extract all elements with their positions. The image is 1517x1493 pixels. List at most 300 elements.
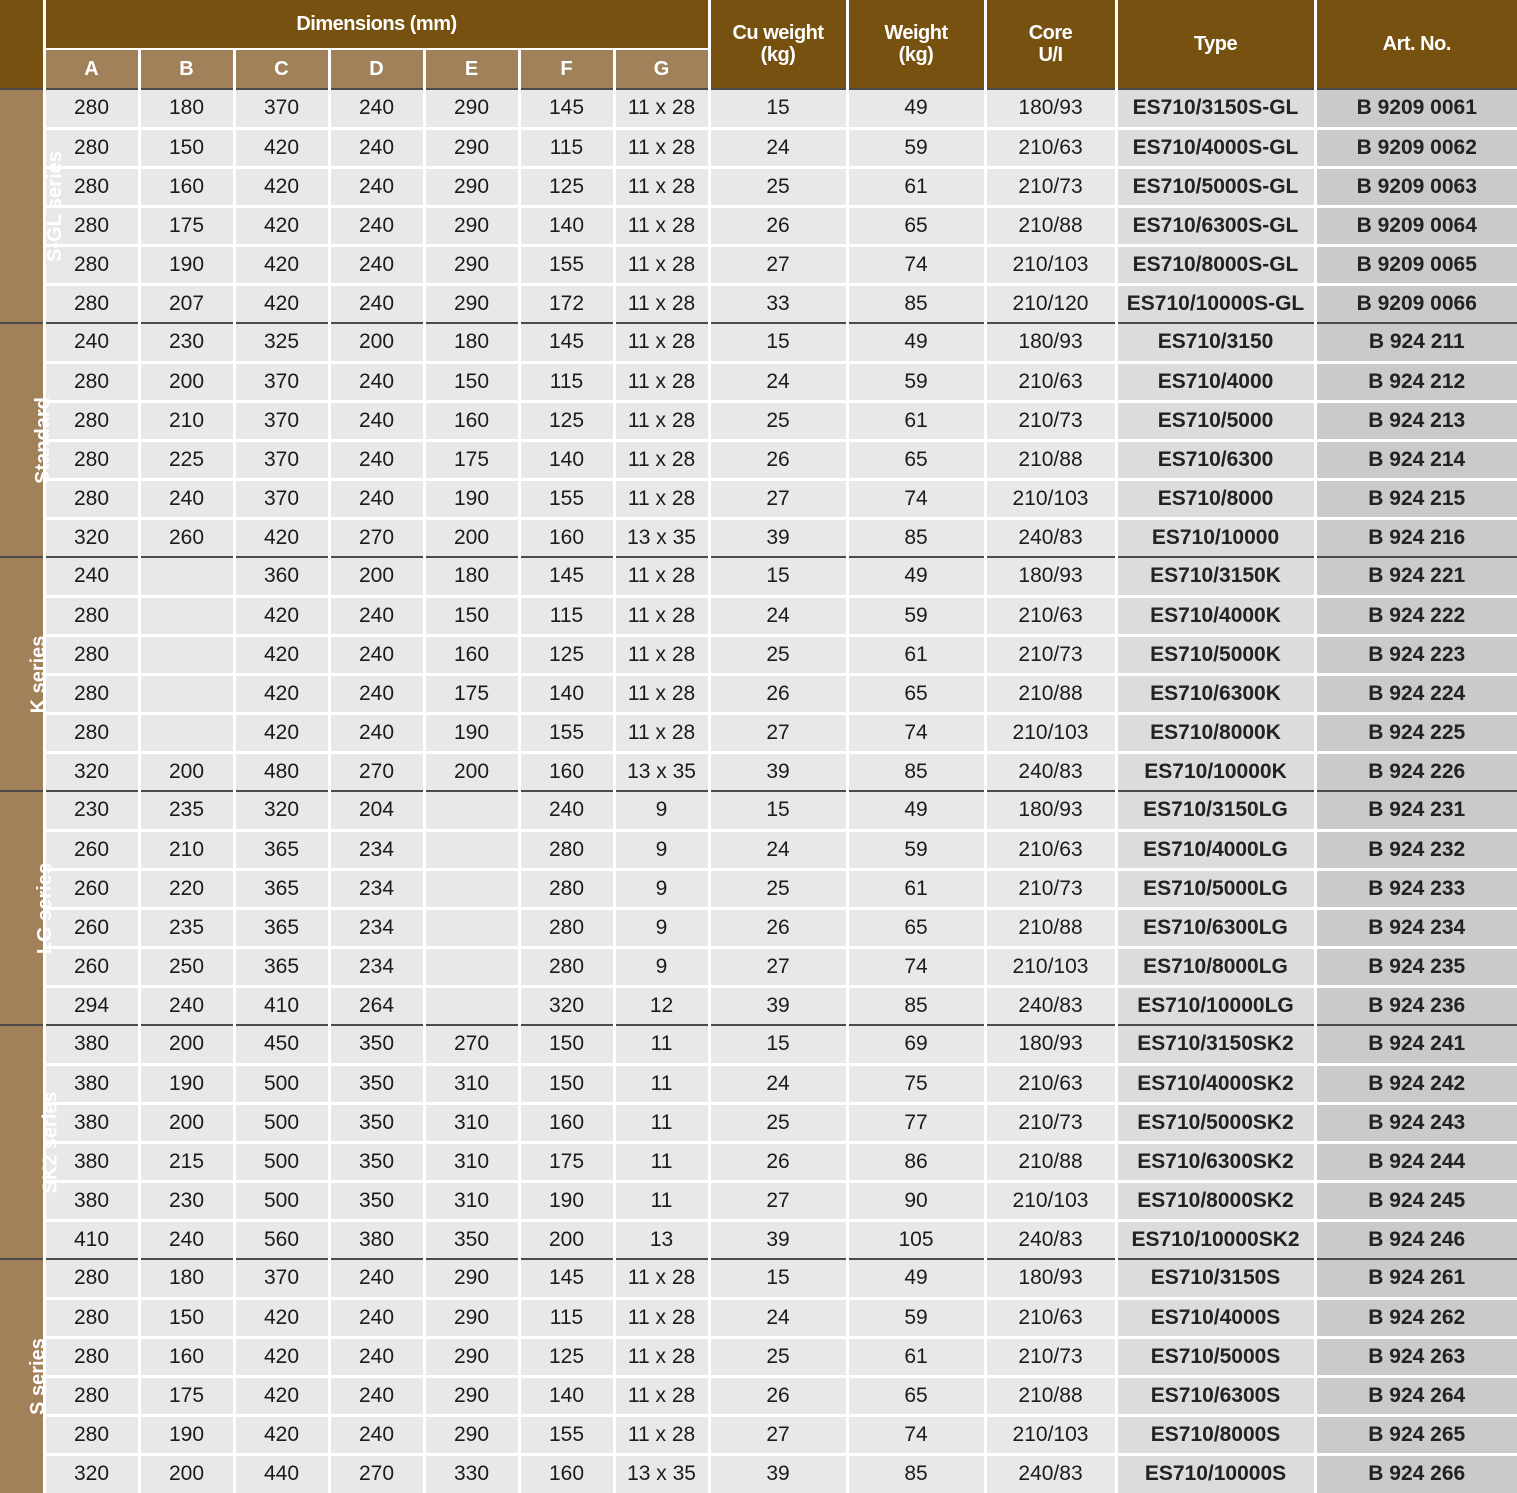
core-cell: 210/88 (985, 206, 1116, 245)
art-no-cell: B 924 222 (1315, 596, 1517, 635)
dim-a-cell: 240 (44, 323, 139, 362)
table-row (0, 1025, 1517, 1064)
dim-a-cell: 280 (44, 245, 139, 284)
dim-d-cell: 240 (329, 401, 424, 440)
cu-weight-cell: 27 (709, 1415, 847, 1454)
type-header: Type (1116, 0, 1315, 89)
core-cell: 210/103 (985, 1181, 1116, 1220)
dim-d-cell: 240 (329, 128, 424, 167)
table-row (0, 1103, 1517, 1142)
type-cell: ES710/4000S-GL (1116, 128, 1315, 167)
dim-b-cell: 150 (139, 1298, 234, 1337)
cu-weight-cell: 26 (709, 1376, 847, 1415)
dim-b-cell: 240 (139, 1220, 234, 1259)
dim-c-cell: 500 (234, 1181, 329, 1220)
series-group-label (0, 791, 57, 1025)
dim-e-cell: 200 (424, 518, 519, 557)
dim-e-cell: 290 (424, 284, 519, 323)
dim-a-cell: 260 (44, 830, 139, 869)
dim-c-cell: 370 (234, 362, 329, 401)
dim-a-cell: 280 (44, 596, 139, 635)
core-cell: 210/73 (985, 1103, 1116, 1142)
cu-weight-cell: 39 (709, 752, 847, 791)
type-cell: ES710/4000 (1116, 362, 1315, 401)
dim-g-cell: 11 (614, 1103, 709, 1142)
art-no-cell: B 924 214 (1315, 440, 1517, 479)
dim-a-cell: 230 (44, 791, 139, 830)
table-row (0, 986, 1517, 1025)
dim-a-cell: 260 (44, 869, 139, 908)
type-cell: ES710/4000SK2 (1116, 1064, 1315, 1103)
series-label-text: S series (26, 1338, 49, 1415)
cu-weight-cell: 25 (709, 401, 847, 440)
dim-c-cell: 370 (234, 440, 329, 479)
series-group-label (0, 557, 50, 791)
dim-g-cell: 11 x 28 (614, 1337, 709, 1376)
dim-e-cell: 175 (424, 674, 519, 713)
dim-b-cell: 160 (139, 1337, 234, 1376)
art-no-cell: B 924 216 (1315, 518, 1517, 557)
dim-col-b-header: B (139, 49, 234, 89)
dim-a-cell: 380 (44, 1103, 139, 1142)
weight-cell: 59 (847, 128, 985, 167)
dim-c-cell: 500 (234, 1064, 329, 1103)
dim-f-cell: 160 (519, 518, 614, 557)
series-group-label (0, 1025, 62, 1259)
core-cell: 210/73 (985, 1337, 1116, 1376)
weight-cell: 85 (847, 284, 985, 323)
cu-weight-cell: 15 (709, 1025, 847, 1064)
table-row (0, 89, 1517, 128)
dim-f-cell: 175 (519, 1142, 614, 1181)
dim-g-cell: 11 x 28 (614, 284, 709, 323)
dim-f-cell: 115 (519, 596, 614, 635)
table-row (0, 674, 1517, 713)
art-no-cell: B 924 244 (1315, 1142, 1517, 1181)
cu-weight-cell: 26 (709, 440, 847, 479)
type-cell: ES710/6300 (1116, 440, 1315, 479)
art-no-cell: B 9209 0066 (1315, 284, 1517, 323)
dim-g-cell: 9 (614, 908, 709, 947)
dim-d-cell: 204 (329, 791, 424, 830)
weight-cell: 65 (847, 1376, 985, 1415)
art-no-cell: B 924 242 (1315, 1064, 1517, 1103)
dim-e-cell: 290 (424, 206, 519, 245)
dim-c-cell: 365 (234, 908, 329, 947)
cu-weight-cell: 15 (709, 557, 847, 596)
art-no-cell: B 924 213 (1315, 401, 1517, 440)
weight-cell: 69 (847, 1025, 985, 1064)
dim-d-cell: 240 (329, 362, 424, 401)
dim-a-cell: 280 (44, 401, 139, 440)
dim-b-cell: 210 (139, 401, 234, 440)
table-row (0, 869, 1517, 908)
series-label-text: S-GL series (43, 150, 66, 262)
art-no-cell: B 9209 0065 (1315, 245, 1517, 284)
dim-b-cell: 180 (139, 1259, 234, 1298)
cu-weight-cell: 15 (709, 1259, 847, 1298)
series-label-text: K series (27, 635, 50, 713)
dim-a-cell: 240 (44, 557, 139, 596)
dim-b-cell (139, 635, 234, 674)
dim-c-cell: 410 (234, 986, 329, 1025)
dim-a-cell: 380 (44, 1064, 139, 1103)
dim-b-cell (139, 557, 234, 596)
dim-g-cell: 11 x 28 (614, 167, 709, 206)
type-cell: ES710/3150SK2 (1116, 1025, 1315, 1064)
dim-f-cell: 125 (519, 167, 614, 206)
series-label-text: Standard (31, 396, 54, 484)
core-cell: 210/103 (985, 1415, 1116, 1454)
cu-weight-cell: 27 (709, 245, 847, 284)
weight-cell: 74 (847, 1415, 985, 1454)
weight-header: Weight (kg) (847, 0, 985, 89)
dim-a-cell: 280 (44, 635, 139, 674)
dim-f-cell: 145 (519, 89, 614, 128)
type-cell: ES710/6300LG (1116, 908, 1315, 947)
dim-f-cell: 160 (519, 1454, 614, 1493)
art-no-cell: B 924 235 (1315, 947, 1517, 986)
table-row (0, 635, 1517, 674)
dim-a-cell: 280 (44, 713, 139, 752)
weight-cell: 74 (847, 713, 985, 752)
weight-cell: 65 (847, 206, 985, 245)
dim-b-cell: 230 (139, 323, 234, 362)
type-cell: ES710/6300SK2 (1116, 1142, 1315, 1181)
dim-f-cell: 240 (519, 791, 614, 830)
weight-cell: 85 (847, 986, 985, 1025)
dim-f-cell: 140 (519, 674, 614, 713)
dim-b-cell: 207 (139, 284, 234, 323)
dim-g-cell: 11 x 28 (614, 1415, 709, 1454)
dim-g-cell: 13 x 35 (614, 1454, 709, 1493)
dim-a-cell: 380 (44, 1025, 139, 1064)
dim-g-cell: 11 (614, 1025, 709, 1064)
dim-e-cell: 160 (424, 635, 519, 674)
dim-c-cell: 420 (234, 635, 329, 674)
dim-a-cell: 280 (44, 206, 139, 245)
type-cell: ES710/5000S-GL (1116, 167, 1315, 206)
weight-cell: 49 (847, 323, 985, 362)
table-row (0, 1454, 1517, 1493)
art-no-cell: B 924 234 (1315, 908, 1517, 947)
art-no-cell: B 924 223 (1315, 635, 1517, 674)
art-no-cell: B 924 265 (1315, 1415, 1517, 1454)
type-cell: ES710/10000 (1116, 518, 1315, 557)
dim-e-cell: 270 (424, 1025, 519, 1064)
dim-f-cell: 155 (519, 245, 614, 284)
core-cell: 180/93 (985, 791, 1116, 830)
dim-c-cell: 480 (234, 752, 329, 791)
dim-f-cell: 145 (519, 557, 614, 596)
dim-e-cell: 310 (424, 1181, 519, 1220)
cu-weight-cell: 27 (709, 479, 847, 518)
dim-b-cell: 230 (139, 1181, 234, 1220)
core-cell: 210/88 (985, 908, 1116, 947)
dim-a-cell: 280 (44, 1337, 139, 1376)
dim-g-cell: 11 x 28 (614, 206, 709, 245)
dim-c-cell: 360 (234, 557, 329, 596)
type-cell: ES710/3150S (1116, 1259, 1315, 1298)
cu-weight-cell: 25 (709, 1103, 847, 1142)
table-row (0, 713, 1517, 752)
dim-c-cell: 370 (234, 1259, 329, 1298)
table-row (0, 1415, 1517, 1454)
dim-g-cell: 11 x 28 (614, 596, 709, 635)
dim-col-g-header: G (614, 49, 709, 89)
art-no-cell: B 924 224 (1315, 674, 1517, 713)
dim-b-cell: 250 (139, 947, 234, 986)
dim-a-cell: 280 (44, 89, 139, 128)
core-cell: 210/63 (985, 596, 1116, 635)
dim-d-cell: 240 (329, 713, 424, 752)
dim-g-cell: 11 x 28 (614, 245, 709, 284)
weight-cell: 61 (847, 401, 985, 440)
dim-e-cell: 180 (424, 323, 519, 362)
core-cell: 210/103 (985, 947, 1116, 986)
core-cell: 210/63 (985, 830, 1116, 869)
type-cell: ES710/4000K (1116, 596, 1315, 635)
type-cell: ES710/4000S (1116, 1298, 1315, 1337)
type-cell: ES710/6300S (1116, 1376, 1315, 1415)
type-cell: ES710/8000K (1116, 713, 1315, 752)
dim-c-cell: 420 (234, 596, 329, 635)
weight-cell: 49 (847, 557, 985, 596)
dim-a-cell: 280 (44, 479, 139, 518)
dim-g-cell: 9 (614, 830, 709, 869)
dim-g-cell: 11 x 28 (614, 401, 709, 440)
dim-g-cell: 11 x 28 (614, 1376, 709, 1415)
dim-b-cell: 190 (139, 1064, 234, 1103)
dimensions-header: Dimensions (mm) (44, 0, 709, 49)
core-cell: 210/88 (985, 674, 1116, 713)
dim-g-cell: 11 x 28 (614, 635, 709, 674)
dim-d-cell: 240 (329, 167, 424, 206)
table-row (0, 1142, 1517, 1181)
dim-c-cell: 370 (234, 89, 329, 128)
dim-a-cell: 280 (44, 440, 139, 479)
dim-a-cell: 280 (44, 128, 139, 167)
dim-a-cell: 320 (44, 752, 139, 791)
art-no-cell: B 924 231 (1315, 791, 1517, 830)
dim-d-cell: 200 (329, 557, 424, 596)
series-group-label (0, 1259, 49, 1493)
dim-g-cell: 11 (614, 1181, 709, 1220)
dim-b-cell: 200 (139, 1103, 234, 1142)
dim-b-cell: 215 (139, 1142, 234, 1181)
dim-g-cell: 9 (614, 947, 709, 986)
core-cell: 180/93 (985, 557, 1116, 596)
type-cell: ES710/4000LG (1116, 830, 1315, 869)
dim-d-cell: 240 (329, 479, 424, 518)
dim-b-cell: 260 (139, 518, 234, 557)
core-cell: 210/103 (985, 713, 1116, 752)
art-no-cell: B 924 236 (1315, 986, 1517, 1025)
dim-f-cell: 140 (519, 1376, 614, 1415)
dim-a-cell: 280 (44, 1415, 139, 1454)
dim-b-cell: 240 (139, 986, 234, 1025)
type-cell: ES710/10000LG (1116, 986, 1315, 1025)
weight-cell: 61 (847, 167, 985, 206)
dim-e-cell: 310 (424, 1103, 519, 1142)
dim-e-cell: 310 (424, 1064, 519, 1103)
art-no-cell: B 9209 0061 (1315, 89, 1517, 128)
cu-weight-cell: 24 (709, 596, 847, 635)
dim-e-cell: 175 (424, 440, 519, 479)
dim-d-cell: 270 (329, 752, 424, 791)
dim-e-cell: 290 (424, 1337, 519, 1376)
dim-b-cell: 225 (139, 440, 234, 479)
cu-weight-cell: 39 (709, 1220, 847, 1259)
dim-e-cell: 160 (424, 401, 519, 440)
dim-d-cell: 240 (329, 440, 424, 479)
dim-c-cell: 420 (234, 245, 329, 284)
dim-e-cell: 290 (424, 1415, 519, 1454)
art-no-cell: B 924 221 (1315, 557, 1517, 596)
dim-d-cell: 240 (329, 1376, 424, 1415)
table-row (0, 362, 1517, 401)
dim-a-cell: 280 (44, 1298, 139, 1337)
dim-a-cell: 294 (44, 986, 139, 1025)
dim-e-cell: 290 (424, 1298, 519, 1337)
weight-cell: 65 (847, 908, 985, 947)
cu-weight-cell: 25 (709, 635, 847, 674)
dim-e-cell: 330 (424, 1454, 519, 1493)
dim-c-cell: 440 (234, 1454, 329, 1493)
art-no-cell: B 9209 0064 (1315, 206, 1517, 245)
dim-b-cell: 235 (139, 791, 234, 830)
series-group-label (0, 89, 66, 323)
dim-b-cell: 200 (139, 362, 234, 401)
weight-cell: 61 (847, 869, 985, 908)
dim-f-cell: 155 (519, 1415, 614, 1454)
dim-a-cell: 380 (44, 1181, 139, 1220)
dim-c-cell: 500 (234, 1142, 329, 1181)
dim-g-cell: 13 x 35 (614, 518, 709, 557)
dim-c-cell: 370 (234, 401, 329, 440)
dim-g-cell: 11 x 28 (614, 674, 709, 713)
dim-d-cell: 350 (329, 1103, 424, 1142)
core-cell: 240/83 (985, 1220, 1116, 1259)
weight-cell: 65 (847, 440, 985, 479)
dim-g-cell: 11 x 28 (614, 128, 709, 167)
table-row (0, 167, 1517, 206)
table-row (0, 1064, 1517, 1103)
dim-f-cell: 115 (519, 1298, 614, 1337)
dim-d-cell: 270 (329, 1454, 424, 1493)
dim-g-cell: 11 x 28 (614, 1259, 709, 1298)
dim-g-cell: 11 x 28 (614, 1298, 709, 1337)
art-no-cell: B 924 212 (1315, 362, 1517, 401)
dim-b-cell: 180 (139, 89, 234, 128)
dim-c-cell: 365 (234, 830, 329, 869)
dim-f-cell: 280 (519, 908, 614, 947)
weight-cell: 85 (847, 752, 985, 791)
type-cell: ES710/10000S-GL (1116, 284, 1315, 323)
dim-f-cell: 125 (519, 1337, 614, 1376)
dim-d-cell: 240 (329, 1337, 424, 1376)
dim-c-cell: 325 (234, 323, 329, 362)
dim-e-cell (424, 908, 519, 947)
cu-weight-cell: 25 (709, 1337, 847, 1376)
dim-a-cell: 320 (44, 518, 139, 557)
type-cell: ES710/8000S-GL (1116, 245, 1315, 284)
art-no-cell: B 924 245 (1315, 1181, 1517, 1220)
dim-c-cell: 420 (234, 674, 329, 713)
type-cell: ES710/6300K (1116, 674, 1315, 713)
dim-a-cell: 380 (44, 1142, 139, 1181)
cu-weight-cell: 27 (709, 947, 847, 986)
dim-g-cell: 12 (614, 986, 709, 1025)
weight-cell: 59 (847, 1298, 985, 1337)
dim-d-cell: 240 (329, 635, 424, 674)
table-row (0, 1220, 1517, 1259)
dim-c-cell: 500 (234, 1103, 329, 1142)
cu-weight-cell: 27 (709, 713, 847, 752)
dim-e-cell: 190 (424, 713, 519, 752)
table-row (0, 1337, 1517, 1376)
type-cell: ES710/3150K (1116, 557, 1315, 596)
table-row (0, 752, 1517, 791)
cu-weight-cell: 25 (709, 167, 847, 206)
core-cell: 240/83 (985, 1454, 1116, 1493)
dim-b-cell (139, 674, 234, 713)
core-cell: 210/88 (985, 1142, 1116, 1181)
dim-f-cell: 320 (519, 986, 614, 1025)
type-cell: ES710/10000SK2 (1116, 1220, 1315, 1259)
dim-e-cell (424, 869, 519, 908)
table-body (0, 89, 1517, 1493)
dim-g-cell: 13 x 35 (614, 752, 709, 791)
weight-cell: 90 (847, 1181, 985, 1220)
art-no-cell: B 924 226 (1315, 752, 1517, 791)
core-cell: 210/120 (985, 284, 1116, 323)
series-label-text: SK2 series (39, 1090, 62, 1194)
art-no-cell: B 9209 0062 (1315, 128, 1517, 167)
dim-c-cell: 420 (234, 128, 329, 167)
dim-c-cell: 420 (234, 518, 329, 557)
cu-weight-cell: 33 (709, 284, 847, 323)
core-cell: 240/83 (985, 752, 1116, 791)
dim-g-cell: 13 (614, 1220, 709, 1259)
dim-e-cell: 350 (424, 1220, 519, 1259)
weight-cell: 61 (847, 1337, 985, 1376)
cu-weight-cell: 27 (709, 1181, 847, 1220)
dim-d-cell: 350 (329, 1142, 424, 1181)
core-cell: 210/73 (985, 635, 1116, 674)
dim-d-cell: 240 (329, 206, 424, 245)
type-cell: ES710/5000 (1116, 401, 1315, 440)
dim-c-cell: 420 (234, 284, 329, 323)
dim-g-cell: 11 x 28 (614, 89, 709, 128)
dim-a-cell: 280 (44, 674, 139, 713)
dim-e-cell: 180 (424, 557, 519, 596)
dim-a-cell: 260 (44, 947, 139, 986)
type-cell: ES710/3150S-GL (1116, 89, 1315, 128)
dim-f-cell: 140 (519, 440, 614, 479)
table-row (0, 206, 1517, 245)
table-row (0, 1298, 1517, 1337)
dim-d-cell: 264 (329, 986, 424, 1025)
dim-g-cell: 9 (614, 869, 709, 908)
dim-f-cell: 155 (519, 713, 614, 752)
core-cell: 210/63 (985, 128, 1116, 167)
dim-a-cell: 280 (44, 362, 139, 401)
dim-e-cell (424, 947, 519, 986)
art-no-cell: B 924 243 (1315, 1103, 1517, 1142)
dim-c-cell: 420 (234, 167, 329, 206)
core-cell: 180/93 (985, 1025, 1116, 1064)
